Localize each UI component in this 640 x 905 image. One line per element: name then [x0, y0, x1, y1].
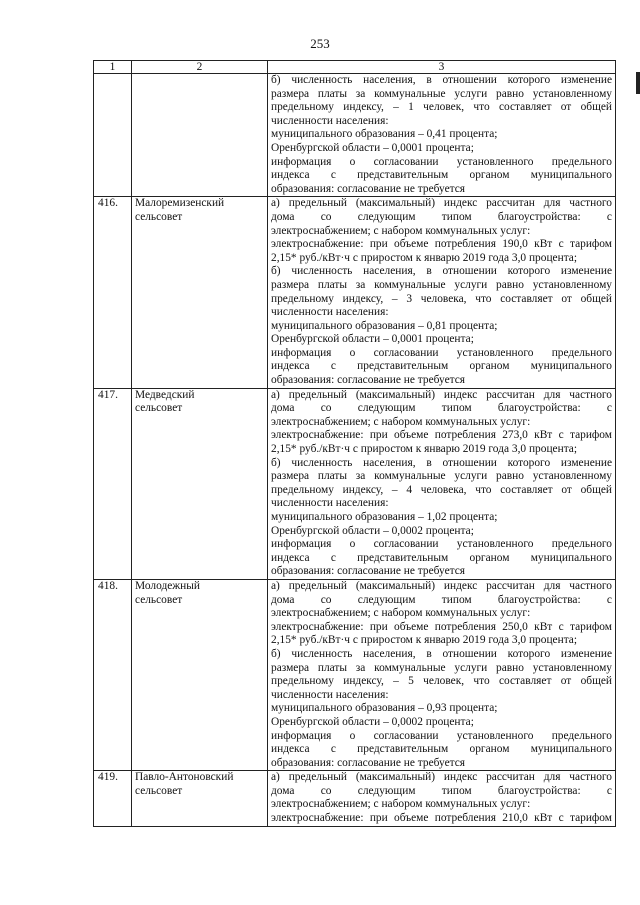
text-line: индекса с представительным органом муниципального [271, 551, 612, 564]
table-row-continuation [94, 74, 616, 197]
text-line: размера платы за коммунальные услуги равно установленному [271, 278, 612, 291]
text-line: а) предельный (максимальный) индекс рассчитан для частного [271, 771, 612, 784]
text-line: электроснабжение: при объеме потребления 273,0 кВт с тарифом [271, 429, 612, 442]
text-line: численности населения: [271, 306, 389, 319]
text-line: размера платы за коммунальные услуги равно установленному [271, 661, 612, 674]
text-line: дома со следующим типом благоустройства: с [271, 784, 612, 797]
text-line: электроснабжение: при объеме потребления 190,0 кВт с тарифом [271, 238, 612, 251]
text-line: индекса с представительным органом муниципального [271, 360, 612, 373]
text-line: индекса с представительным органом муниципального [271, 743, 612, 756]
table-header-row [94, 61, 616, 74]
text-line: численности населения: [271, 497, 389, 510]
table-row [94, 579, 616, 770]
text-line: дома со следующим типом благоустройства: с [271, 210, 612, 223]
row-number-cell: 416. [94, 197, 132, 388]
settlement-name-cell [132, 388, 268, 579]
text-line: размера платы за коммунальные услуги равно установленному [271, 470, 612, 483]
text-line: образования: согласование не требуется [271, 565, 466, 578]
text-line: а) предельный (максимальный) индекс рассчитан для частного [271, 579, 612, 592]
text-line: информация о согласовании установленного предельного [271, 729, 612, 742]
settlement-name-line: Павло-Антоновский [135, 771, 234, 784]
text-line: электроснабжением; с набором коммунальных услуг: [271, 798, 531, 811]
settlement-name-line: Молодежный [135, 579, 201, 592]
settlement-name-line: Малоремизенский [135, 197, 225, 210]
text-line: численности населения: [271, 688, 389, 701]
index-description-cell [268, 579, 616, 770]
scan-edge-mark [636, 72, 640, 94]
text-line: б) численность населения, в отношении которого изменение [271, 647, 612, 660]
text-line: муниципального образования – 0,81 процента; [271, 319, 498, 332]
text-line: электроснабжением; с набором коммунальных услуг: [271, 415, 531, 428]
text-line: дома со следующим типом благоустройства: с [271, 593, 612, 606]
text-line: информация о согласовании установленного предельного [271, 346, 612, 359]
page-number: 253 [310, 36, 330, 51]
row-number-cell: 419. [94, 771, 132, 826]
text-line: предельному индексу, – 5 человек, что составляет от общей [271, 675, 612, 688]
text-line: предельному индексу, – 4 человека, что составляет от общей [271, 483, 612, 496]
text-line: б) численность населения, в отношении которого изменение [271, 456, 612, 469]
row-number-cell: 417. [94, 388, 132, 579]
settlement-name-line: сельсовет [135, 784, 183, 797]
text-line: б) численность населения, в отношении которого изменение [271, 265, 612, 278]
settlement-name-line: сельсовет [135, 210, 183, 223]
text-line: предельному индексу, – 1 человек, что составляет от общей [271, 101, 612, 114]
text-line: электроснабжение: при объеме потребления 210,0 кВт с тарифом [271, 812, 612, 825]
text-line: дома со следующим типом благоустройства: с [271, 402, 612, 415]
index-table [93, 60, 616, 827]
text-line: Оренбургской области – 0,0001 процента; [271, 333, 474, 346]
text-line: образования: согласование не требуется [271, 182, 466, 195]
text-line: электроснабжение: при объеме потребления 250,0 кВт с тарифом [271, 620, 612, 633]
header-col-1: 1 [94, 61, 132, 74]
table-row [94, 197, 616, 388]
text-line: численности населения: [271, 114, 389, 127]
text-line: Оренбургской области – 0,0001 процента; [271, 141, 474, 154]
index-description-cell [268, 771, 616, 826]
settlement-name-cell [132, 771, 268, 826]
table-row [94, 771, 616, 826]
text-line: образования: согласование не требуется [271, 756, 466, 769]
text-line: Оренбургской области – 0,0002 процента; [271, 524, 474, 537]
table-row [94, 388, 616, 579]
text-line: 2,15* руб./кВт·ч с приростом к январю 2019 года 3,0 процента; [271, 251, 578, 264]
settlement-name-cell [132, 579, 268, 770]
text-line: муниципального образования – 0,41 процента; [271, 128, 498, 141]
text-line: информация о согласовании установленного предельного [271, 538, 612, 551]
index-description-cell [268, 74, 616, 197]
header-col-3: 3 [268, 61, 616, 74]
header-col-2: 2 [132, 61, 268, 74]
row-number-cell [94, 74, 132, 197]
text-line: электроснабжением; с набором коммунальных услуг: [271, 224, 531, 237]
text-line: муниципального образования – 0,93 процента; [271, 702, 498, 715]
settlement-name-cell [132, 197, 268, 388]
text-line: а) предельный (максимальный) индекс рассчитан для частного [271, 388, 612, 401]
text-line: информация о согласовании установленного предельного [271, 155, 612, 168]
text-line: а) предельный (максимальный) индекс рассчитан для частного [271, 197, 612, 210]
text-line: б) численность населения, в отношении которого изменение [271, 74, 612, 86]
text-line: 2,15* руб./кВт·ч с приростом к январю 2019 года 3,0 процента; [271, 443, 578, 456]
text-line: 2,15* руб./кВт·ч с приростом к январю 2019 года 3,0 процента; [271, 634, 578, 647]
settlement-name-line: сельсовет [135, 593, 183, 606]
text-line: Оренбургской области – 0,0002 процента; [271, 715, 474, 728]
text-line: индекса с представительным органом муниципального [271, 169, 612, 182]
text-line: электроснабжением; с набором коммунальных услуг: [271, 607, 531, 620]
index-description-cell [268, 388, 616, 579]
text-line: образования: согласование не требуется [271, 374, 466, 387]
text-line: предельному индексу, – 3 человека, что составляет от общей [271, 292, 612, 305]
settlement-name-cell [132, 74, 268, 197]
index-description-cell [268, 197, 616, 388]
text-line: муниципального образования – 1,02 процента; [271, 511, 498, 523]
row-number-cell: 418. [94, 579, 132, 770]
text-line: размера платы за коммунальные услуги равно установленному [271, 87, 612, 100]
settlement-name-line: Медведский [135, 388, 195, 401]
settlement-name-line: сельсовет [135, 402, 183, 415]
